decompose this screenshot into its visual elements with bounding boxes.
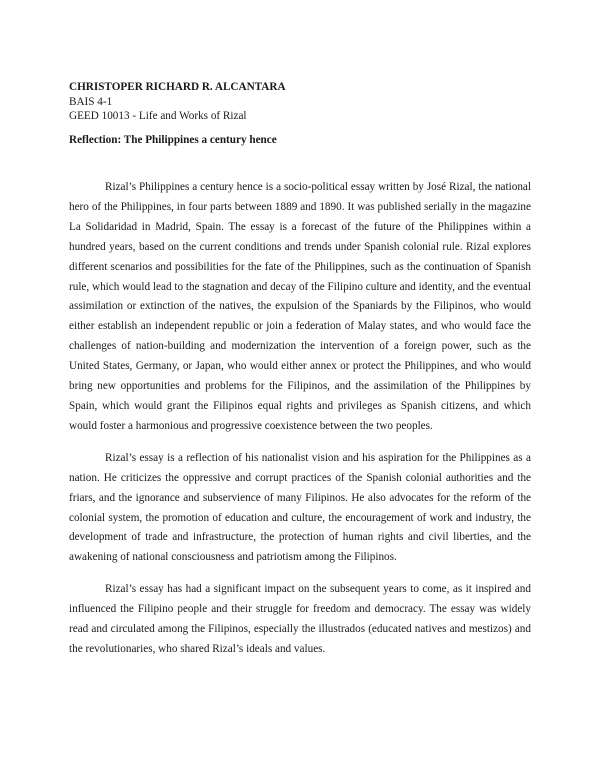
course-label: GEED 10013 - Life and Works of Rizal	[69, 110, 247, 122]
document-header	[69, 80, 539, 124]
author-name: CHRISTOPER RICHARD R. ALCANTARA	[69, 81, 286, 93]
essay-title: Reflection: The Philippines a century hence	[69, 134, 277, 146]
paragraph: Rizal’s essay is a reflection of his nationalist vision and his aspiration for the Philippines as a nation. He criticizes the oppressive and corrupt practices of the Spanish colonial authorities and the friars, and the ignorance and subservience of many Filipinos. He also advocates for the reform of the colonial system, the promotion of education and culture, the encouragement of work and industry, the development of trade and infrastructure, the protection of human rights and civil liberties, and the awakening of national consciousness and patriotism among the Filipinos.	[69, 451, 531, 564]
paragraph: Rizal’s essay has had a significant impact on the subsequent years to come, as it inspired and influenced the Filipino people and their struggle for freedom and democracy. The essay was widely read and circulated among the Filipinos, especially the illustrados (educated natives and mestizos) and the revolutionaries, who shared Rizal’s ideals and values.	[69, 583, 531, 655]
essay-body	[69, 178, 531, 672]
paragraph: Rizal’s Philippines a century hence is a socio-political essay written by José Rizal, the national hero of the Philippines, in four parts between 1889 and 1890. It was published serially in the magazine La Solidaridad in Madrid, Spain. The essay is a forecast of the future of the Philippines within a hundred years, based on the current conditions and trends under Spanish colonial rule. Rizal explores different scenarios and possibilities for the fate of the Philippines, such as the continuation of Spanish rule, which would lead to the stagnation and decay of the Filipino culture and identity, and the eventual assimilation or extinction of the natives, the expulsion of the Spaniards by the Filipinos, who would either establish an independent republic or join a federation of Malay states, and who would face the challenges of nation-building and modernization the intervention of a foreign power, such as the United States, Germany, or Japan, who would either annex or protect the Philippines, and who would bring new opportunities and problems for the Filipinos, and the assimilation of the Philippines by Spain, which would grant the Filipinos equal rights and privileges as Spanish citizens, and which would foster a harmonious and progressive coexistence between the two peoples.	[69, 181, 531, 432]
section-label: BAIS 4-1	[69, 95, 113, 108]
